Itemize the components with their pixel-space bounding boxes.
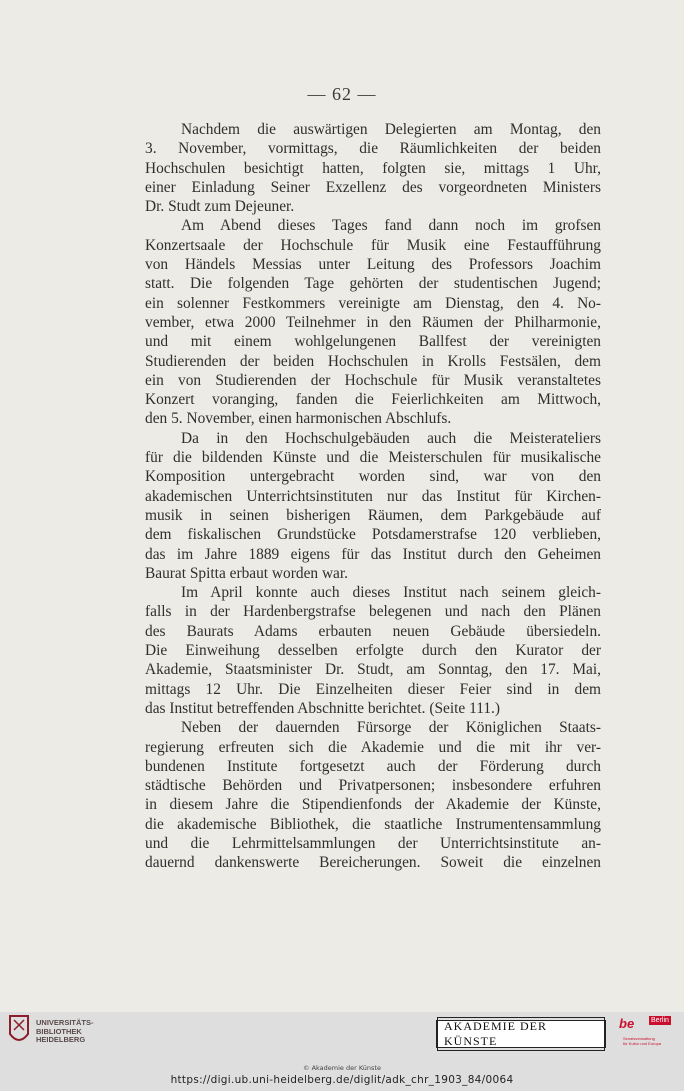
text-line: und mit einem wohlgelungenen Ballfest der vereinigten [145, 333, 601, 351]
paragraph [145, 429, 601, 583]
paragraph [145, 120, 601, 216]
berlin-logo-be: be [619, 1016, 635, 1031]
text-line: des Baurats Adams erbauten neuen Gebäude übersiedeln. [145, 622, 601, 640]
paragraph [145, 216, 601, 428]
library-logo-text: UNIVERSITÄTS- BIBLIOTHEK HEIDELBERG [36, 1018, 94, 1045]
text-line: Neben der dauernden Fürsorge der Königlichen Staats- [181, 719, 601, 737]
copyright-notice: © Akademie der Künste [303, 1064, 381, 1072]
text-line: das im Jahre 1889 eigens für das Institut durch den Geheimen [145, 545, 601, 563]
text-line: statt. Die folgenden Tage gehörten der studentischen Jugend; [145, 275, 601, 293]
text-line: vember, etwa 2000 Teilnehmer in den Räumen der Philharmonie, [145, 313, 601, 331]
text-line: Studierenden der beiden Hochschulen in Krolls Festsälen, dem [145, 352, 601, 370]
text-line: bundenen Institute fortgesetzt auch der Förderung durch [145, 757, 601, 775]
text-line: Dr. Studt zum Dejeuner. [145, 198, 295, 216]
text-line: städtische Behörden und Privatpersonen; insbesondere erfuhren [145, 777, 601, 795]
text-line: Konzertsaale der Hochschule für Musik eine Festaufführung [145, 236, 601, 254]
text-line: für die bildenden Künste und die Meisterschulen für musikalische [145, 449, 601, 467]
paragraph [145, 583, 601, 718]
text-line: ein solenner Festkommers vereinigte am Dienstag, den 4. No- [145, 294, 601, 312]
paragraph [145, 718, 601, 872]
text-line: Nachdem die auswärtigen Delegierten am Montag, den [181, 121, 601, 138]
berlin-senate-logo[interactable] [617, 1014, 675, 1050]
text-line: Konzert voranging, fanden die Feierlichkeiten am Mittwoch, [145, 391, 601, 409]
text-line: Komposition untergebracht worden sind, war von den [145, 468, 601, 486]
text-line: Baurat Spitta erbaut worden war. [145, 564, 349, 582]
berlin-logo-subtitle: Senatsverwaltung für Kultur und Europa [623, 1036, 662, 1046]
text-line: Akademie, Staatsminister Dr. Studt, am Sonntag, den 17. Mai, [145, 661, 601, 679]
text-line: musik in seinen bisherigen Räumen, dem Parkgebäude auf [145, 506, 601, 524]
library-crest-icon [8, 1014, 30, 1046]
text-line: regierung erfreuten sich die Akademie und die mit ihr ver- [145, 738, 601, 756]
text-line: dauernd dankenswerte Bereicherungen. Soweit die einzelnen [145, 854, 601, 872]
akademie-logo-text: AKADEMIE DER KÜNSTE [437, 1017, 605, 1051]
text-line: falls in der Hardenbergstrafse belegenen und nach den Plänen [145, 603, 601, 621]
text-line: das Institut betreffenden Abschnitte berichtet. (Seite 111.) [145, 699, 501, 717]
body-text [145, 120, 601, 873]
text-line: den 5. November, einen harmonischen Abschlufs. [145, 410, 452, 428]
text-line: und die Lehrmittelsammlungen der Unterrichtsinstitute an- [145, 834, 601, 852]
text-line: Am Abend dieses Tages fand dann noch im grofsen [181, 217, 601, 235]
text-line: die akademische Bibliothek, die staatliche Instrumentensammlung [145, 815, 601, 833]
text-line: in diesem Jahre die Stipendienfonds der Akademie der Künste, [145, 796, 601, 814]
university-library-logo[interactable] [8, 1014, 128, 1050]
text-line: Im April konnte auch dieses Institut nach seinem gleich- [181, 584, 601, 602]
text-line: Die Einweihung desselben erfolgte durch den Kurator der [145, 642, 601, 660]
text-line: 3. November, vormittags, die Räumlichkeiten der beiden [145, 140, 601, 158]
page-number: — 62 — [307, 84, 377, 104]
berlin-logo-box: Berlin [651, 1017, 669, 1024]
text-line: dem fiskalischen Grundstücke Potsdamerstrafse 120 verblieben, [145, 526, 601, 544]
text-line: mittags 12 Uhr. Die Einzelheiten dieser Feier sind in dem [145, 680, 601, 698]
text-line: einer Einladung Seiner Exzellenz des vorgeordneten Ministers [145, 178, 601, 196]
text-line: Hochschulen besichtigt hatten, folgten sie, mittags 1 Uhr, [145, 159, 601, 177]
text-line: akademischen Unterrichtsinstituten nur das Institut für Kirchen- [145, 487, 601, 505]
akademie-logo[interactable] [436, 1020, 606, 1048]
text-line: von Händels Messias unter Leitung des Professors Joachim [145, 256, 601, 274]
text-line: Da in den Hochschulgebäuden auch die Meisterateliers [181, 429, 601, 447]
text-line: ein von Studierenden der Hochschule für Musik veranstaltetes [145, 371, 601, 389]
permalink-url[interactable]: https://digi.ub.uni-heidelberg.de/diglit/adk_chr_1903_84/0064 [170, 1074, 514, 1086]
